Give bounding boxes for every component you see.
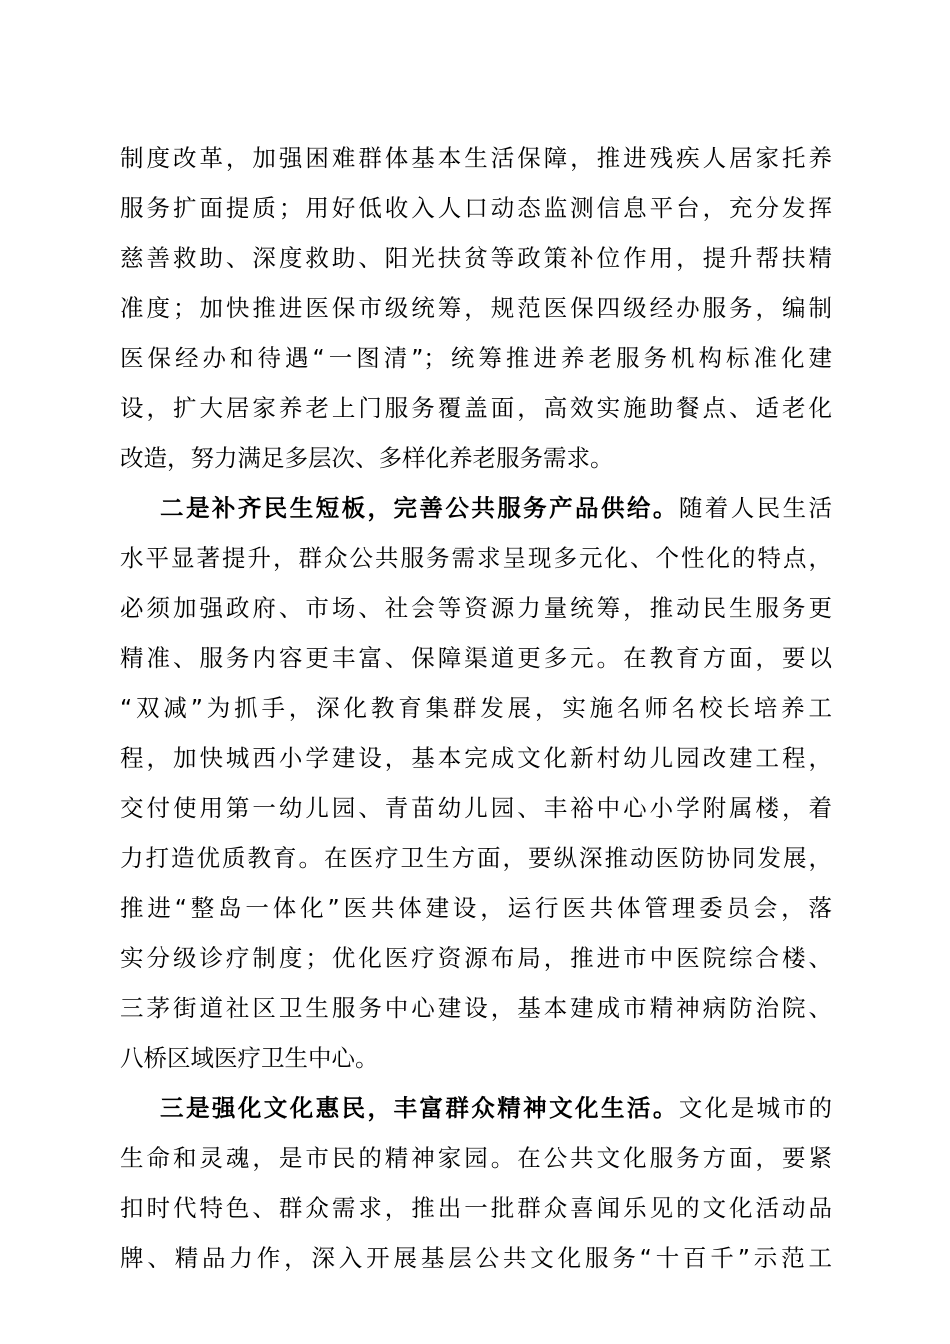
paragraph-1-line-2: 服务扩面提质；用好低收入人口动态监测信息平台，充分发挥	[120, 194, 832, 222]
paragraph-2-line-9: 推进“整岛一体化”医共体建设，运行医共体管理委员会，落	[120, 894, 832, 922]
paragraph-1-line-4: 准度；加快推进医保市级统筹，规范医保四级经办服务，编制	[120, 294, 832, 322]
paragraph-2-line-12: 八桥区域医疗卫生中心。	[120, 1044, 379, 1072]
paragraph-2-line-8: 力打造优质教育。在医疗卫生方面，要纵深推动医防协同发展，	[120, 844, 832, 872]
paragraph-2-line-1-text: 随着人民生活	[678, 494, 833, 522]
paragraph-3-line-1	[160, 1088, 832, 1128]
paragraph-3-line-4: 牌、精品力作，深入开展基层公共文化服务“十百千”示范工	[120, 1244, 832, 1272]
paragraph-2-line-3: 必须加强政府、市场、社会等资源力量统筹，推动民生服务更	[120, 594, 832, 622]
paragraph-2-line-10: 实分级诊疗制度；优化医疗资源布局，推进市中医院综合楼、	[120, 944, 832, 972]
paragraph-3-line-3: 扣时代特色、群众需求，推出一批群众喜闻乐见的文化活动品	[120, 1194, 832, 1222]
paragraph-3-line-1-text: 文化是城市的	[678, 1094, 833, 1122]
paragraph-2-line-4: 精准、服务内容更丰富、保障渠道更多元。在教育方面，要以	[120, 644, 832, 672]
paragraph-1-line-5: 医保经办和待遇“一图清”；统筹推进养老服务机构标准化建	[120, 344, 832, 372]
paragraph-1-line-7: 改造，努力满足多层次、多样化养老服务需求。	[120, 444, 614, 472]
paragraph-2-heading: 二是补齐民生短板，完善公共服务产品供给。	[160, 494, 679, 522]
paragraph-2-line-1	[160, 488, 832, 528]
paragraph-2-line-5: “双减”为抓手，深化教育集群发展，实施名师名校长培养工	[120, 694, 832, 722]
paragraph-3-heading: 三是强化文化惠民，丰富群众精神文化生活。	[160, 1094, 679, 1122]
paragraph-2-line-11: 三茅街道社区卫生服务中心建设，基本建成市精神病防治院、	[120, 994, 832, 1022]
paragraph-2-line-7: 交付使用第一幼儿园、青苗幼儿园、丰裕中心小学附属楼，着	[120, 794, 832, 822]
paragraph-2-line-2: 水平显著提升，群众公共服务需求呈现多元化、个性化的特点，	[120, 544, 832, 572]
paragraph-2-line-6: 程，加快城西小学建设，基本完成文化新村幼儿园改建工程，	[120, 744, 832, 772]
paragraph-3-line-2: 生命和灵魂，是市民的精神家园。在公共文化服务方面，要紧	[120, 1144, 832, 1172]
paragraph-1-line-3: 慈善救助、深度救助、阳光扶贫等政策补位作用，提升帮扶精	[120, 244, 832, 272]
paragraph-1-line-1: 制度改革，加强困难群体基本生活保障，推进残疾人居家托养	[120, 144, 832, 172]
paragraph-1-line-6: 设，扩大居家养老上门服务覆盖面，高效实施助餐点、适老化	[120, 394, 832, 422]
